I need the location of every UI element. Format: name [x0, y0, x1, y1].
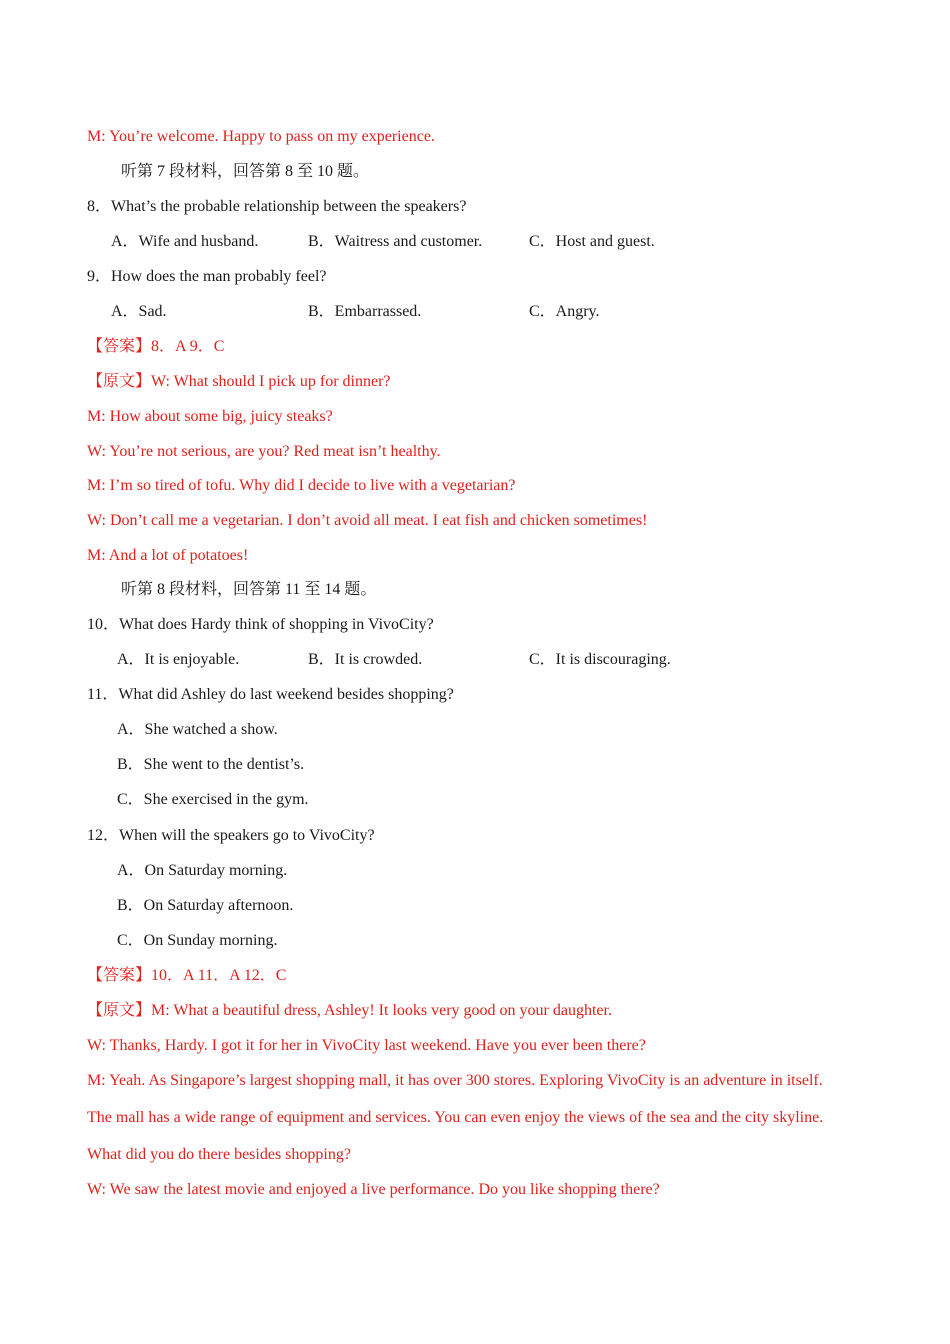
question-9: 9．How does the man probably feel?: [87, 268, 327, 285]
question-8: 8．What’s the probable relationship between the speakers?: [87, 198, 467, 215]
answer-text: 10．A 11．A 12．C: [151, 967, 287, 984]
transcript-text: W: What should I pick up for dinner?: [151, 373, 391, 390]
option-8c: C．Host and guest.: [529, 233, 655, 250]
dialogue-line: W: You’re not serious, are you? Red meat isn’t healthy.: [87, 443, 441, 460]
dialogue-line: What did you do there besides shopping?: [87, 1146, 351, 1163]
transcript-tag: 【原文】: [87, 1002, 152, 1019]
dialogue-line: The mall has a wide range of equipment and services. You can even enjoy the views of the sea and the city skyline.: [87, 1109, 824, 1126]
section-instruction: 听第 7 段材料，回答第 8 至 10 题。: [121, 163, 370, 180]
option-9a: A．Sad.: [111, 303, 167, 320]
option-10a: A．It is enjoyable.: [117, 651, 240, 668]
option-9c: C．Angry.: [529, 303, 600, 320]
transcript-text: M: What a beautiful dress, Ashley! It looks very good on your daughter.: [151, 1002, 612, 1019]
dialogue-line: M: You’re welcome. Happy to pass on my experience.: [87, 128, 435, 145]
option-9b: B．Embarrassed.: [308, 303, 422, 320]
answer-tag: 【答案】: [87, 338, 152, 355]
dialogue-line: W: Don’t call me a vegetarian. I don’t avoid all meat. I eat fish and chicken sometimes!: [87, 512, 648, 529]
transcript-tag: 【原文】: [87, 373, 152, 390]
dialogue-line: W: Thanks, Hardy. I got it for her in VivoCity last weekend. Have you ever been there?: [87, 1037, 646, 1054]
transcript-line: [87, 372, 391, 392]
answer-tag: 【答案】: [87, 967, 152, 984]
option-8a: A．Wife and husband.: [111, 233, 259, 250]
answer-line: [87, 966, 286, 986]
option-11a: A．She watched a show.: [117, 721, 278, 738]
dialogue-line: M: And a lot of potatoes!: [87, 547, 249, 564]
question-11: 11．What did Ashley do last weekend besides shopping?: [87, 686, 454, 703]
answer-text: 8．A 9．C: [151, 338, 225, 355]
option-12a: A．On Saturday morning.: [117, 862, 288, 879]
dialogue-line: M: How about some big, juicy steaks?: [87, 408, 333, 425]
dialogue-line: W: We saw the latest movie and enjoyed a live performance. Do you like shopping there?: [87, 1181, 660, 1198]
option-12c: C．On Sunday morning.: [117, 932, 278, 949]
dialogue-line: M: I’m so tired of tofu. Why did I decide to live with a vegetarian?: [87, 477, 516, 494]
option-11b: B．She went to the dentist’s.: [117, 756, 305, 773]
option-12b: B．On Saturday afternoon.: [117, 897, 294, 914]
section-instruction: 听第 8 段材料，回答第 11 至 14 题。: [121, 581, 377, 598]
question-10: 10．What does Hardy think of shopping in VivoCity?: [87, 616, 434, 633]
transcript-line: [87, 1001, 612, 1021]
option-8b: B．Waitress and customer.: [308, 233, 483, 250]
answer-line: [87, 337, 224, 357]
dialogue-line: M: Yeah. As Singapore’s largest shopping mall, it has over 300 stores. Exploring VivoCity is an adventure in itself.: [87, 1072, 823, 1089]
question-12: 12．When will the speakers go to VivoCity?: [87, 827, 375, 844]
option-10b: B．It is crowded.: [308, 651, 423, 668]
option-10c: C．It is discouraging.: [529, 651, 671, 668]
option-11c: C．She exercised in the gym.: [117, 791, 309, 808]
